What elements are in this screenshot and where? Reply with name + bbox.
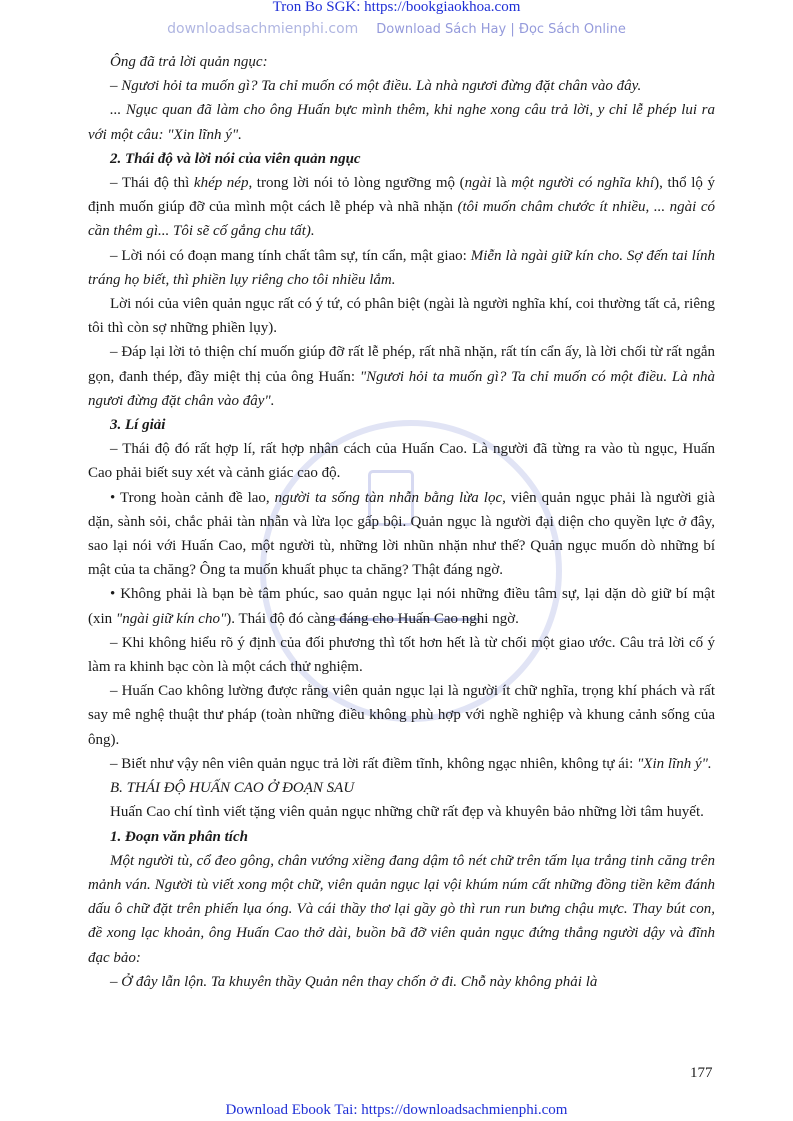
- text-run: • Trong hoàn cảnh đề lao,: [110, 489, 275, 506]
- text-run: ngài: [464, 175, 492, 192]
- text-run: ... Ngục quan đã làm cho ông Huấn bực mình thêm, khi nghe xong câu trả lời, y chỉ lễ phép lui ra với một câu: "Xin lĩnh ý".: [88, 102, 715, 143]
- paragraph: [88, 679, 715, 752]
- paragraph: [88, 970, 715, 994]
- text-run: người ta sống tàn nhẫn bằng lừa lọc: [274, 489, 503, 506]
- text-run: "Ngươi hỏi ta muốn gì? Ta chỉ muốn có một điều. Là nhà ngươi đừng đặt chân vào đây".: [88, 368, 715, 409]
- text-run: 1. Đoạn văn phân tích: [110, 828, 248, 845]
- text-run: – Thái độ thì: [110, 175, 194, 192]
- text-run: một người có nghĩa khí: [511, 175, 655, 192]
- paragraph: [88, 752, 715, 776]
- page-number: 177: [690, 1065, 713, 1081]
- text-run: Lời nói của viên quản ngục rất có ý tứ, có phân biệt (ngài là người nghĩa khí, coi thường tất cả, riêng tôi thì còn sợ những phiền lụy).: [88, 296, 715, 337]
- text-run: "ngài giữ kín cho": [115, 610, 227, 627]
- text-run: , trong lời nói tỏ lòng ngưỡng mộ (: [248, 175, 465, 192]
- footer-link[interactable]: Download Ebook Tai: https://downloadsachmienphi.com: [225, 1102, 568, 1118]
- text-run: – Lời nói có đoạn mang tính chất tâm sự, tín cẩn, mật giao:: [110, 247, 471, 264]
- text-run: • Không phải là bạn bè tâm phúc, sao quản ngục lại nói những điều tâm sự, lại dặn dò giữ bí mật (xin: [88, 586, 715, 627]
- text-run: Ở đây lẫn lộn. Ta khuyên thầy Quản nên thay chốn ở đi. Chỗ này không phải là: [121, 973, 598, 990]
- text-run: – Thái độ đó rất hợp lí, rất hợp nhân cách của Huấn Cao. Là người đã từng ra vào tù ngục, Huấn Cao phải biết suy xét và cảnh giác cao độ.: [88, 441, 715, 482]
- text-run: khép nép: [193, 175, 249, 192]
- section-heading: [88, 413, 715, 437]
- watermark-tagline: Download Sách Hay | Đọc Sách Online: [376, 22, 626, 37]
- text-run: Một người tù, cổ đeo gông, chân vướng xiềng đang dậm tô nét chữ trên tấm lụa trắng tinh căng trên mảnh ván. Người tù viết xong một chữ, viên quản ngục lại vội khúm núm cất những đồng tiền kẽm đánh dấu ô chữ đặt trên phiến lụa óng. Và cái thầy thơ lại gầy gò thì run run bưng chậu mực. Thay bút con, đề xong lạc khoản, ông Huấn Cao thở dài, buồn bã đỡ viên quản ngục đứng thẳng người dậy và đĩnh đạc bảo:: [88, 852, 715, 966]
- paragraph: [88, 244, 715, 292]
- section-heading: [88, 147, 715, 171]
- text-run: ). Thái độ đó càng đáng cho Huấn Cao nghi ngờ.: [226, 610, 519, 627]
- text-run: ), thổ lộ ý định muốn giúp đỡ của mình một cách lễ phép và nhã nhặn: [88, 175, 715, 216]
- paragraph: [88, 631, 715, 679]
- paragraph: [88, 582, 715, 630]
- text-run: 3. Lí giải: [110, 417, 166, 434]
- paragraph: [88, 486, 715, 583]
- text-run: – Khi không hiểu rõ ý định của đối phương thì tốt hơn hết là từ chối một giao ước. Câu trả lời cố ý làm ra khinh bạc còn là một cách thử nghiệm.: [88, 634, 715, 676]
- paragraph: [88, 171, 715, 244]
- paragraph: [88, 849, 715, 970]
- text-run: – Đáp lại lời tỏ thiện chí muốn giúp đỡ rất lễ phép, rất nhã nhặn, rất tín cẩn ấy, là lời chối từ rất ngắn gọn, đanh thép, đầy miệt thị của ông Huấn:: [88, 344, 715, 385]
- paragraph: [88, 800, 715, 824]
- paragraph: [88, 74, 715, 98]
- paragraph: [88, 98, 715, 146]
- section-heading: [88, 825, 715, 849]
- text-run: 2. Thái độ và lời nói của viên quản ngục: [110, 150, 361, 167]
- text-run: "Xin lĩnh ý".: [637, 755, 712, 772]
- watermark-text-row: [0, 20, 793, 40]
- text-run: Ngươi hỏi ta muốn gì? Ta chỉ muốn có một điều. Là nhà ngươi đừng đặt chân vào đây.: [121, 78, 642, 95]
- watermark-domain: downloadsachmienphi.com: [167, 21, 359, 37]
- paragraph: [88, 437, 715, 485]
- header-link[interactable]: Tron Bo SGK: https://bookgiaokhoa.com: [272, 0, 521, 15]
- text-run: Miễn là ngài giữ kín cho. Sợ đến tai lính tráng họ biết, thì phiền lụy riêng cho tôi nhiều lắm.: [88, 247, 715, 288]
- page-body: [88, 50, 715, 994]
- text-run: – Huấn Cao không lường được rằng viên quản ngục lại là người ít chữ nghĩa, trọng khí phách và rất say mê nghệ thuật thư pháp (toàn những điều không phù hợp với nghề nghiệp và khung cảnh sống của ông).: [88, 683, 715, 748]
- text-run: B. THÁI ĐỘ HUẤN CAO Ở ĐOẠN SAU: [110, 780, 355, 797]
- text-run: – Biết như vậy nên viên quản ngục trả lời rất điềm tĩnh, không ngạc nhiên, không tự ái:: [110, 755, 637, 772]
- paragraph: [88, 50, 715, 74]
- text-run: –: [110, 78, 122, 95]
- text-run: là: [491, 175, 512, 192]
- paragraph: [88, 776, 715, 800]
- paragraph: [88, 292, 715, 340]
- text-run: Ông đã trả lời quản ngục:: [110, 54, 268, 70]
- text-run: Huấn Cao chí tình viết tặng viên quản ngục những chữ rất đẹp và khuyên bảo những lời tâm huyết.: [110, 804, 704, 821]
- text-run: –: [110, 973, 122, 990]
- paragraph: [88, 340, 715, 413]
- text-run: (tôi muốn châm chước ít nhiều, ... ngài có cần thêm gì... Tôi sẽ cố gắng chu tất).: [88, 199, 715, 240]
- text-run: , viên quản ngục phải là người già dặn, sành sỏi, chắc phải tàn nhẫn và lừa lọc gấp bội. Quản ngục là người đại diện cho quyền lực ở đây, sao lại nói với Huấn Cao, một người tù, những lời nhũn nhặn như thế? Quản ngục muốn dò những bí mật của ta chăng? Ông ta muốn khuất phục ta chăng? Thật đáng ngờ.: [88, 489, 715, 579]
